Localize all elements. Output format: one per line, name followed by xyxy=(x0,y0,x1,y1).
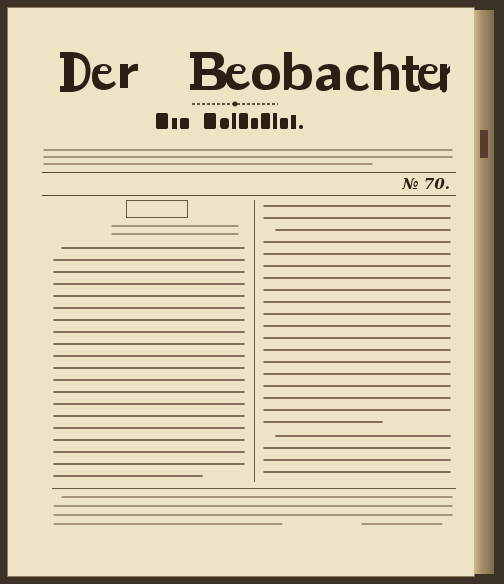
article-column-right xyxy=(262,200,454,482)
issue-header-row xyxy=(42,172,456,196)
article-heading-box xyxy=(126,200,188,218)
page-stack-edge xyxy=(474,10,494,574)
article-text-lines-right xyxy=(262,200,454,482)
masthead-ornament-rule xyxy=(190,100,280,108)
masthead-title xyxy=(30,44,450,100)
subtitle-lettering xyxy=(150,110,330,132)
masthead-lettering xyxy=(30,44,450,100)
publication-info-block xyxy=(42,146,456,170)
column-divider xyxy=(254,200,255,482)
footnote-block xyxy=(52,488,456,533)
issue-number: № 70. xyxy=(402,175,450,193)
ribbon-marker xyxy=(480,130,488,158)
article-column-left xyxy=(52,200,248,482)
footnote-lines xyxy=(52,489,456,533)
article-text-lines-left xyxy=(52,200,248,482)
